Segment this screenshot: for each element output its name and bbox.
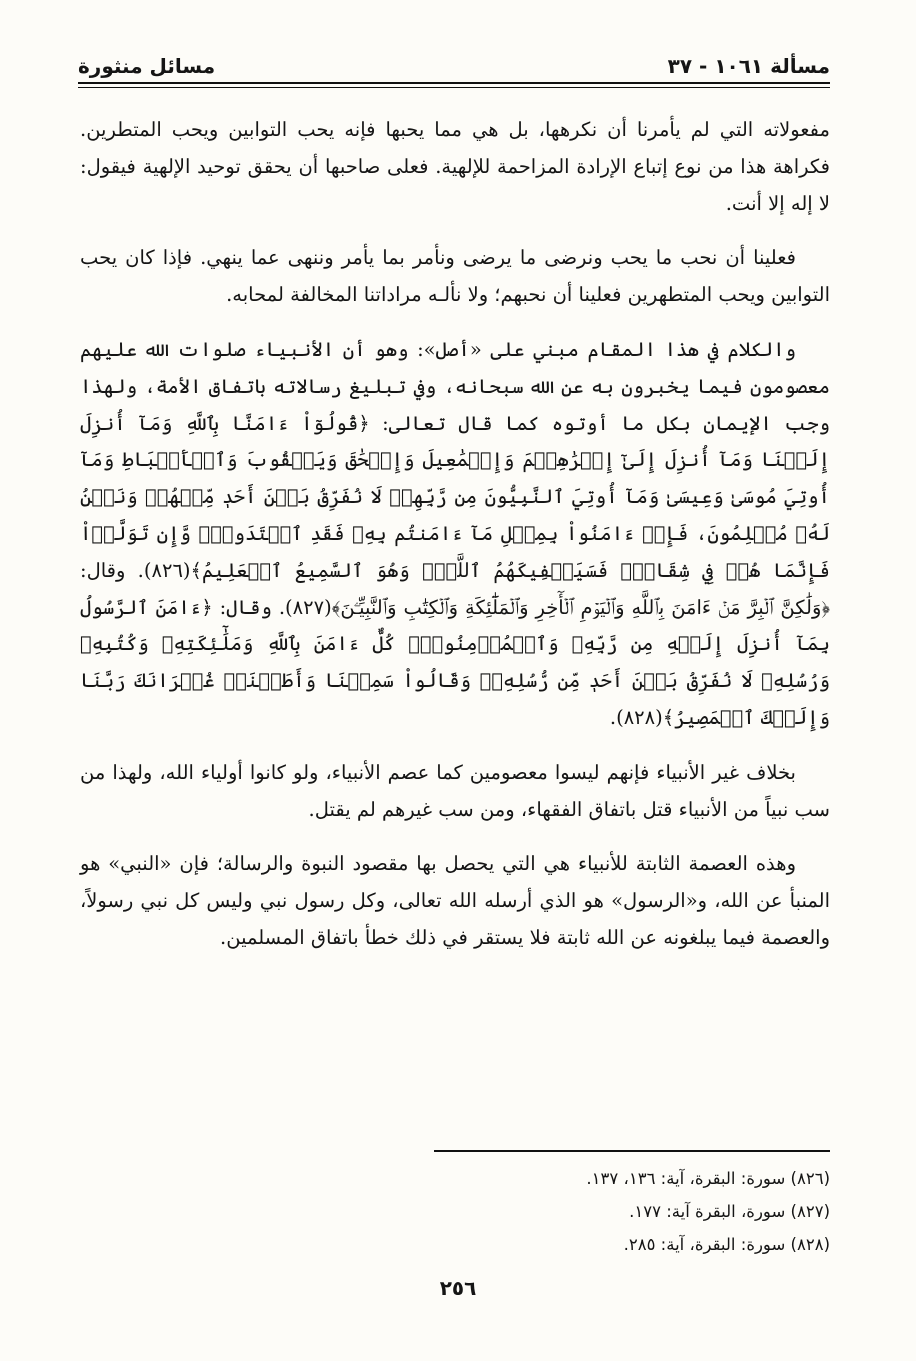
- header-rule: [78, 82, 830, 88]
- header-issue-number: مسألة ١٠٦١ - ٣٧: [667, 54, 830, 78]
- paragraph-5: وهذه العصمة الثابتة للأنبياء هي التي يحصل بها مقصود النبوة والرسالة؛ فإن «النبي» هو المنبأ عن الله، و«الرسول» هو الذي أرسله الله تعالى، وكل رسول نبي وليس كل نبي رسولاً، والعصمة فيما يبلغونه عن الله ثابتة فلا يستقر في ذلك خطأ باتفاق المسلمين.: [80, 852, 830, 949]
- paragraph-2: فعلينا أن نحب ما يحب ونرضى ما يرضى ونأمر بما يأمر وننهى عما ينهي. فإذا كان يحب التوابين ويحب المتطهرين فعلينا أن نحبهم؛ ولا نألـه مراداتنا المخالفة لمحابه.: [80, 246, 830, 307]
- running-header: [78, 44, 830, 78]
- footnote-827: (٨٢٧) سورة، البقرة آية: ١٧٧.: [629, 1202, 830, 1221]
- paragraph-3: والكلام في هذا المقام مبني على «أصل»: وهو أن الأنبياء صلوات الله عليهم معصومون فيما يخبرون به عن الله سبحانه، وفي تبليغ رسالاته باتفاق الأمة، ولهذا وجب الإيمان بكل ما أوتوه كما قال تعالى: ﴿قُولُوٓاْ ءَامَنَّا بِٱللَّهِ وَمَآ أُنزِلَ إِلَيۡنَا وَمَآ أُنزِلَ إِلَىٰٓ إِبۡرَٰهِـۧمَ وَإِسۡمَٰعِيلَ وَإِسۡحَٰقَ وَيَعۡقُوبَ وَٱلۡأَسۡبَاطِ وَمَآ أُوتِيَ مُوسَىٰ وَعِيسَىٰ وَمَآ أُوتِيَ ٱلنَّبِيُّونَ مِن رَّبِّهِمۡ لَا نُفَرِّقُ بَيۡنَ أَحَدٖ مِّنۡهُمۡ وَنَحۡنُ لَهُۥ مُسۡلِمُونَ، فَإِنۡ ءَامَنُواْ بِمِثۡلِ مَآ ءَامَنتُم بِهِۦ فَقَدِ ٱهۡتَدَواْۖ وَّإِن تَوَلَّوۡاْ فَإِنَّمَا هُمۡ فِي شِقَاقٖۖ فَسَيَكۡفِيكَهُمُ ٱللَّهُۚ وَهُوَ ٱلسَّمِيعُ ٱلۡعَلِيمُ﴾(٨٢٦). وقال: ﴿وَلَٰكِنَّ ٱلۡبِرَّ مَنۡ ءَامَنَ بِٱللَّهِ وَٱلۡيَوۡمِ ٱلۡأٓخِرِ وَٱلۡمَلَٰٓئِكَةِ وَٱلۡكِتَٰبِ وَٱلنَّبِيِّـۧنَ﴾(٨٢٧). وقال: ﴿ءَامَنَ ٱلرَّسُولُ بِمَآ أُنزِلَ إِلَيۡهِ مِن رَّبِّهِۦ وَٱلۡمُؤۡمِنُونَۚ كُلٌّ ءَامَنَ بِٱللَّهِ وَمَلَٰٓئِكَتِهِۦ وَكُتُبِهِۦ وَرُسُلِهِۦ لَا نُفَرِّقُ بَيۡنَ أَحَدٖ مِّن رُّسُلِهِۦۚ وَقَالُواْ سَمِعۡنَا وَأَطَعۡنَاۖ غُفۡرَانَكَ رَبَّنَا وَإِلَيۡكَ ٱلۡمَصِيرُ﴾(٨٢٨).: [80, 337, 830, 729]
- footnote-separator: [434, 1150, 830, 1152]
- footnote-828: (٨٢٨) سورة: البقرة، آية: ٢٨٥.: [623, 1235, 830, 1254]
- page-number: ٢٥٦: [439, 1276, 477, 1300]
- paragraph-1: مفعولاته التي لم يأمرنا أن نكرهها، بل هي مما يحبها فإنه يحب التوابين ويحب المتطرين. فكراهة هذا من نوع إتباع الإرادة المزاحمة للإلهية. فعلى صاحبها أن يحقق توحيد الإلهية فيقول: لا إله إلا أنت.: [80, 118, 830, 215]
- footnote-826: (٨٢٦) سورة: البقرة، آية: ١٣٦، ١٣٧.: [586, 1169, 830, 1188]
- footnotes: [300, 1162, 830, 1261]
- header-book-title: مسائل منثورة: [78, 54, 216, 78]
- paragraph-4: بخلاف غير الأنبياء فإنهم ليسوا معصومين كما عصم الأنبياء، ولو كانوا أولياء الله، ولهذا من سب نبياً من الأنبياء قتل باتفاق الفقهاء، ومن سب غيرهم لم يقتل.: [80, 760, 830, 821]
- main-text: [80, 112, 830, 975]
